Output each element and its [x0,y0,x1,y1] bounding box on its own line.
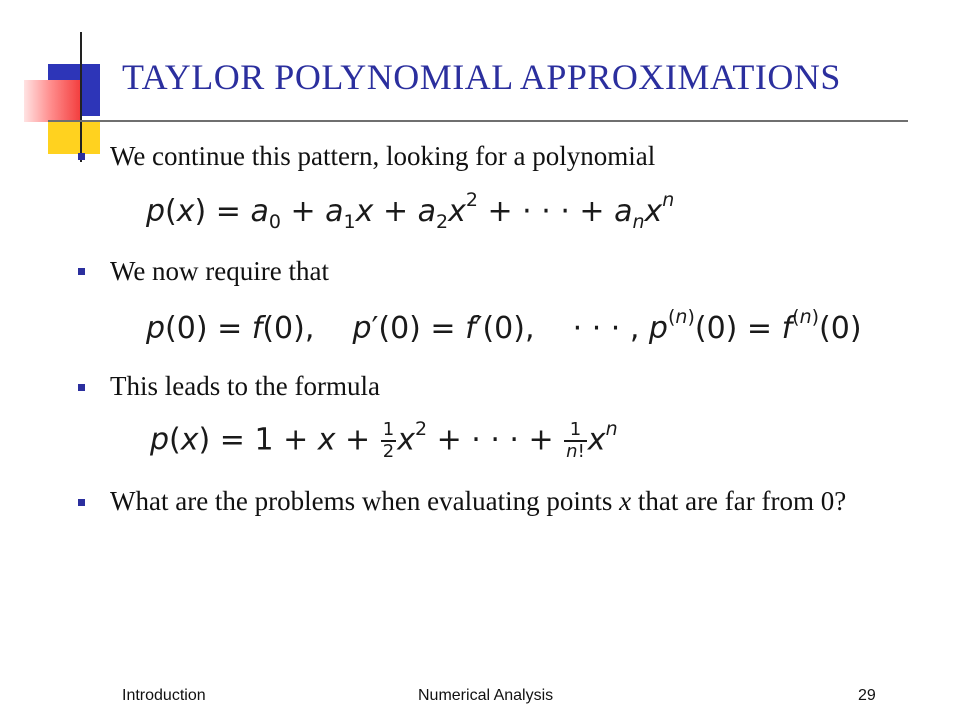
bullet-text: This leads to the formula [110,371,380,401]
slide-title: TAYLOR POLYNOMIAL APPROXIMATIONS [122,57,841,97]
bullet-text-question [110,482,900,520]
deco-vertical-line [80,32,82,162]
equation-conditions: p(0) = f(0), p′(0) = f′(0), · · · , $p^{(n)}(0) = f^{(n)}(0)$ [146,306,862,346]
deco-red-gradient-square [24,80,82,122]
question-text-end: that are far from 0? [631,486,847,516]
slide-number: 29 [858,687,876,704]
bullet-marker [78,499,85,506]
equation-polynomial: $p(x) = a_0 + a_1x + a_2x^2$ + · · · + $a_nx^n$ [146,189,675,233]
deco-yellow-square [48,120,100,154]
fraction-one-half: $\frac{1}{2}$ [382,419,395,462]
fraction-one-over-n-factorial: $\frac{1}{n!}$ [566,419,585,462]
equation-taylor-formula: p(x) = 1 + x + $\frac{1}{2}$ $x^2$ + · · · + $\frac{1}{n!}$ $x^n$ [150,417,618,462]
question-text-start: What are the problems when evaluating points [110,486,620,516]
footer-center: Numerical Analysis [418,687,554,704]
bullet-text: We now require that [110,256,329,286]
bullet-text: We continue this pattern, looking for a polynomial [110,141,656,171]
bullet-marker [78,268,85,275]
footer-left: Introduction [122,687,206,704]
question-variable: x [619,486,632,516]
bullet-marker [78,384,85,391]
title-underline [48,120,908,122]
bullet-marker [78,153,85,160]
